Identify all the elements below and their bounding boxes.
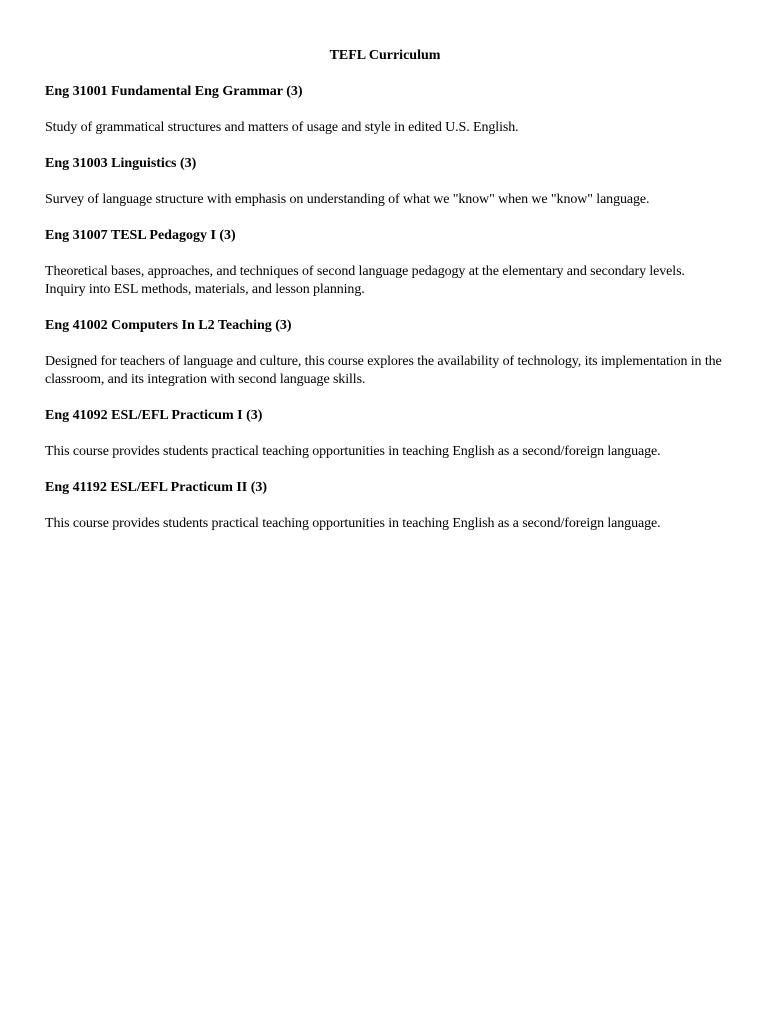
course-description: Survey of language structure with emphasis on understanding of what we "know" when we "know" language.: [45, 192, 650, 207]
course-heading: Eng 41092 ESL/EFL Practicum I (3): [45, 408, 263, 423]
course-entry: [45, 479, 725, 533]
course-heading: Eng 31003 Linguistics (3): [45, 156, 197, 171]
course-entry: [45, 227, 725, 299]
course-entry: [45, 83, 725, 137]
course-heading: Eng 31007 TESL Pedagogy I (3): [45, 228, 236, 243]
course-heading: Eng 41192 ESL/EFL Practicum II (3): [45, 480, 268, 495]
course-heading: Eng 31001 Fundamental Eng Grammar (3): [45, 84, 303, 99]
course-description: Study of grammatical structures and matters of usage and style in edited U.S. English.: [45, 120, 519, 135]
course-entry: [45, 155, 725, 209]
course-entry: [45, 317, 725, 389]
course-heading: Eng 41002 Computers In L2 Teaching (3): [45, 318, 292, 333]
course-description: This course provides students practical teaching opportunities in teaching English as a second/foreign language.: [45, 516, 661, 531]
course-description: Theoretical bases, approaches, and techniques of second language pedagogy at the elementary and secondary levels. Inquiry into ESL methods, materials, and lesson planning.: [45, 264, 685, 297]
course-description: This course provides students practical teaching opportunities in teaching English as a second/foreign language.: [45, 444, 661, 459]
course-entry: [45, 407, 725, 461]
page-title: TEFL Curriculum: [329, 48, 441, 63]
course-description: Designed for teachers of language and culture, this course explores the availability of technology, its implementation in the classroom, and its integration with second language skills.: [45, 354, 722, 387]
document-page: [45, 47, 725, 551]
